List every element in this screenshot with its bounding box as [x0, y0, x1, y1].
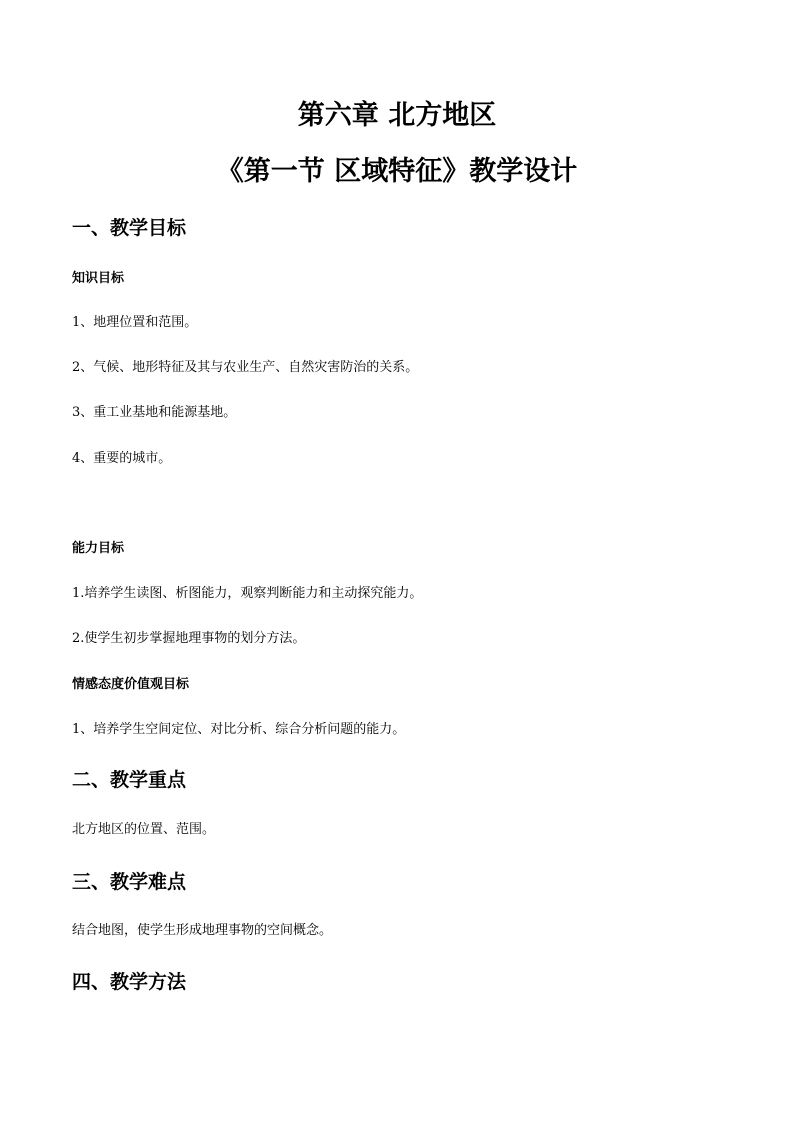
lesson-title: 《第一节 区域特征》教学设计	[216, 156, 578, 187]
objectives-heading: 一、教学目标	[72, 217, 187, 239]
knowledge-item-2: 2、气候、地形特征及其与农业生产、自然灾害防治的关系。	[72, 360, 419, 375]
emotion-objectives-heading: 情感态度价值观目标	[72, 677, 190, 692]
ability-objectives-heading: 能力目标	[72, 541, 125, 556]
knowledge-item-4: 4、重要的城市。	[72, 451, 172, 466]
chapter-title: 第六章 北方地区	[297, 100, 497, 131]
key-points-text: 北方地区的位置、范围。	[72, 822, 216, 837]
ability-item-1: 1.培养学生读图、析图能力，观察判断能力和主动探究能力。	[72, 586, 423, 601]
knowledge-item-1: 1、地理位置和范围。	[72, 315, 198, 330]
difficulties-heading: 三、教学难点	[72, 871, 187, 893]
difficulties-text: 结合地图，使学生形成地理事物的空间概念。	[72, 923, 333, 938]
emotion-item-1: 1、培养学生空间定位、对比分析、综合分析问题的能力。	[72, 722, 406, 737]
key-points-heading: 二、教学重点	[72, 769, 187, 791]
knowledge-objectives-heading: 知识目标	[72, 271, 125, 286]
methods-heading: 四、教学方法	[72, 971, 187, 993]
knowledge-item-3: 3、重工业基地和能源基地。	[72, 405, 237, 420]
ability-item-2: 2.使学生初步掌握地理事物的划分方法。	[72, 631, 306, 646]
